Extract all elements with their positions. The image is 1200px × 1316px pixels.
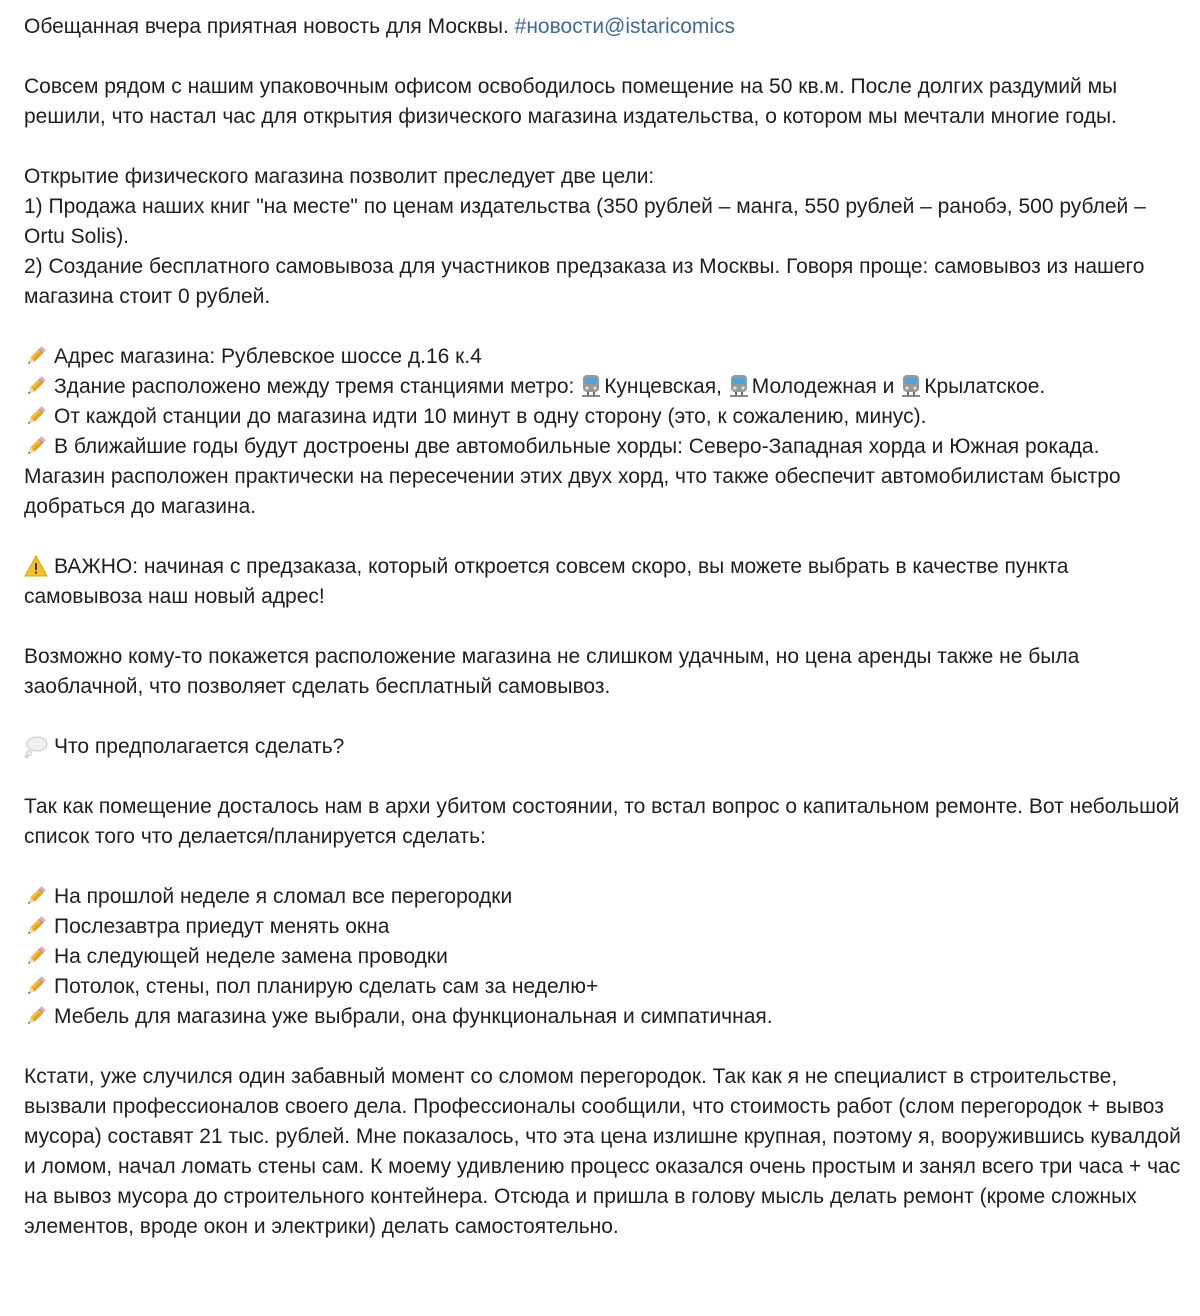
warning-icon xyxy=(24,554,48,578)
station-krylatskoe: Крылатское. xyxy=(924,375,1046,398)
todo-text: Мебель для магазина уже выбрали, она функциональная и симпатичная. xyxy=(54,1005,773,1028)
todo-text: Послезавтра приедут менять окна xyxy=(54,915,390,938)
metro-train-icon xyxy=(900,374,922,398)
address-line xyxy=(24,342,1184,372)
hashtag-link[interactable]: #новости@istaricomics xyxy=(514,15,736,38)
roads-line xyxy=(24,432,1184,522)
question-text: Что предполагается сделать? xyxy=(54,735,345,758)
station-kuntsevskaya: Кунцевская, xyxy=(604,375,722,398)
list-item xyxy=(24,912,1184,942)
list-item xyxy=(24,942,1184,972)
address-text: Адрес магазина: Рублевское шоссе д.16 к.4 xyxy=(54,345,482,368)
goal-item-1: 1) Продажа наших книг "на месте" по ценам издательства (350 рублей – манга, 550 рублей – ранобэ, 500 рублей – Ortu Solis). xyxy=(24,195,1146,248)
goal-item-2: 2) Создание бесплатного самовывоза для участников предзаказа из Москвы. Говоря проще: самовывоз из нашего магазина стоит 0 рублей. xyxy=(24,255,1145,308)
pencil-icon xyxy=(24,1004,48,1028)
story-paragraph: Кстати, уже случился один забавный момент со сломом перегородок. Так как я не специалист в строительстве, вызвали профессионалов своего дела. Профессионалы сообщили, что стоимость работ (слом перегородок + вывоз мусора) составят 21 тыс. рублей. Мне показалось, что эта цена излишне крупная, поэтому я, вооружившись кувалдой и ломом, начал ломать стены сам. К моему удивлению процесс оказался очень простым и занял всего три часа + час на вывоз мусора до строительного контейнера. Отсюда и пришла в голову мысль делать ремонт (кроме сложных элементов, вроде окон и электрики) делать самостоятельно. xyxy=(24,1065,1181,1238)
todo-text: Потолок, стены, пол планирую сделать сам за неделю+ xyxy=(54,975,599,998)
stations-line xyxy=(24,372,1184,402)
stations-prefix: Здание расположено между тремя станциями метро: xyxy=(54,375,575,398)
question-line xyxy=(24,732,1184,762)
repair-intro: Так как помещение досталось нам в архи убитом состоянии, то встал вопрос о капитальном ремонте. Вот небольшой список того что делается/планируется сделать: xyxy=(24,795,1180,848)
pencil-icon xyxy=(24,944,48,968)
post-intro: Обещанная вчера приятная новость для Москвы. xyxy=(24,15,509,38)
pencil-icon xyxy=(24,914,48,938)
location-note: Возможно кому-то покажется расположение магазина не слишком удачным, но цена аренды также не была заоблачной, что позволяет сделать бесплатный самовывоз. xyxy=(24,645,1080,698)
important-text: ВАЖНО: начиная с предзаказа, который откроется совсем скоро, вы можете выбрать в качестве пункта самовывоза наш новый адрес! xyxy=(24,555,1069,608)
post-body xyxy=(24,12,1184,1242)
station-molodezhnaya: Молодежная и xyxy=(751,375,895,398)
list-item xyxy=(24,882,1184,912)
pencil-icon xyxy=(24,404,48,428)
walk-text: От каждой станции до магазина идти 10 минут в одну сторону (это, к сожалению, минус). xyxy=(54,405,927,428)
pencil-icon xyxy=(24,374,48,398)
post-intro-line xyxy=(24,12,1184,42)
paragraph-office: Совсем рядом с нашим упаковочным офисом освободилось помещение на 50 кв.м. После долгих раздумий мы решили, что настал час для открытия физического магазина издательства, о котором мы мечтали многие годы. xyxy=(24,75,1118,128)
pencil-icon xyxy=(24,344,48,368)
roads-text: В ближайшие годы будут достроены две автомобильные хорды: Северо-Западная хорда и Южная рокада. Магазин расположен практически на пересечении этих двух хорд, что также обеспечит автомобилистам быстро добраться до магазина. xyxy=(24,435,1121,518)
important-line xyxy=(24,552,1184,612)
todo-text: На прошлой неделе я сломал все перегородки xyxy=(54,885,513,908)
pencil-icon xyxy=(24,434,48,458)
metro-train-icon xyxy=(728,374,750,398)
list-item xyxy=(24,972,1184,1002)
walk-line xyxy=(24,402,1184,432)
pencil-icon xyxy=(24,884,48,908)
thought-bubble-icon xyxy=(24,734,48,758)
metro-train-icon xyxy=(580,374,602,398)
goals-heading: Открытие физического магазина позволит преследует две цели: xyxy=(24,165,655,188)
list-item xyxy=(24,1002,1184,1032)
pencil-icon xyxy=(24,974,48,998)
todo-text: На следующей неделе замена проводки xyxy=(54,945,448,968)
